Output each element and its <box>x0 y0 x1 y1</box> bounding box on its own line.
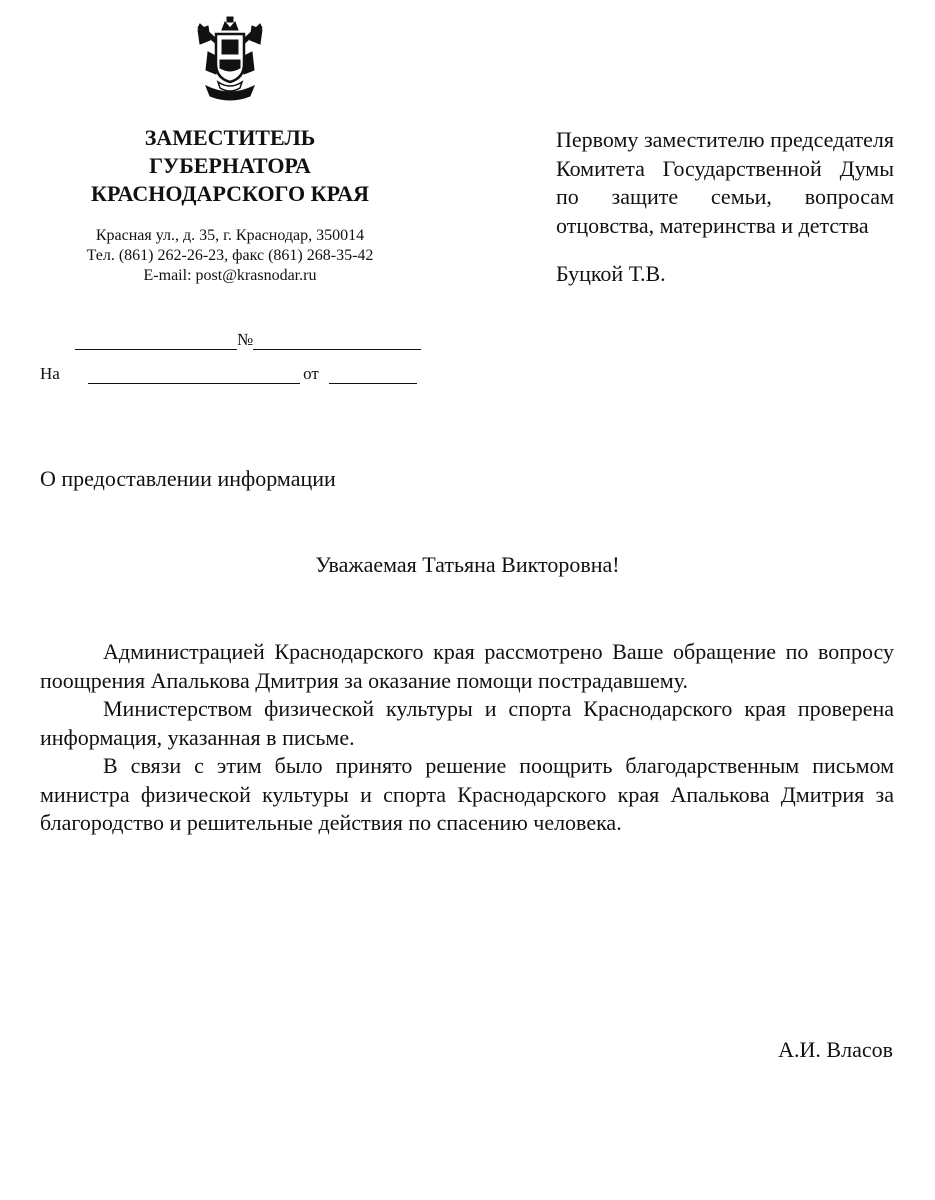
sender-title-line: ГУБЕРНАТОРА <box>149 153 311 178</box>
recipient-block <box>556 126 894 289</box>
body-paragraph: Администрацией Краснодарского края рассмотрено Ваше обращение по вопросу поощрения Апалькова Дмитрия за оказание помощи пострадавшему. <box>40 639 894 693</box>
reply-prefix: На <box>40 364 60 383</box>
reply-date-blank <box>329 365 417 384</box>
body-paragraph: Министерством физической культуры и спорта Краснодарского края проверена информация, указанная в письме. <box>40 696 894 750</box>
sender-contacts <box>40 226 420 286</box>
registration-number-blank <box>253 331 421 350</box>
sender-block <box>40 124 420 286</box>
sender-title-line: ЗАМЕСТИТЕЛЬ <box>144 125 316 150</box>
reply-from-label: от <box>303 364 319 383</box>
recipient-name: Буцкой Т.В. <box>556 261 666 286</box>
reply-reference-line <box>40 364 417 384</box>
letter-subject: О предоставлении информации <box>40 466 336 491</box>
number-sign: № <box>237 330 254 349</box>
registration-number-line <box>75 330 421 350</box>
sender-title-line: КРАСНОДАРСКОГО КРАЯ <box>91 181 369 206</box>
coat-of-arms-icon <box>194 16 266 104</box>
recipient-position: Первому заместителю председателя Комитета Государственной Думы по защите семьи, вопросам отцовства, материнства и детства <box>556 127 894 238</box>
sender-address: Красная ул., д. 35, г. Краснодар, 350014 <box>95 227 365 244</box>
registration-date-blank <box>75 331 237 350</box>
body-paragraph: В связи с этим было принято решение поощрить благодарственным письмом министра физической культуры и спорта Краснодарского края Апалькова Дмитрия за благородство и решительные действия по спасению человека. <box>40 753 894 835</box>
sender-phone: Тел. (861) 262-26-23, факс (861) 268-35-42 <box>86 247 374 264</box>
letter-body <box>40 638 894 838</box>
signature-name: А.И. Власов <box>778 1037 893 1062</box>
greeting: Уважаемая Татьяна Викторовна! <box>315 552 620 577</box>
reply-number-blank <box>88 365 300 384</box>
sender-title <box>40 124 420 208</box>
sender-email: E-mail: post@krasnodar.ru <box>143 267 317 284</box>
